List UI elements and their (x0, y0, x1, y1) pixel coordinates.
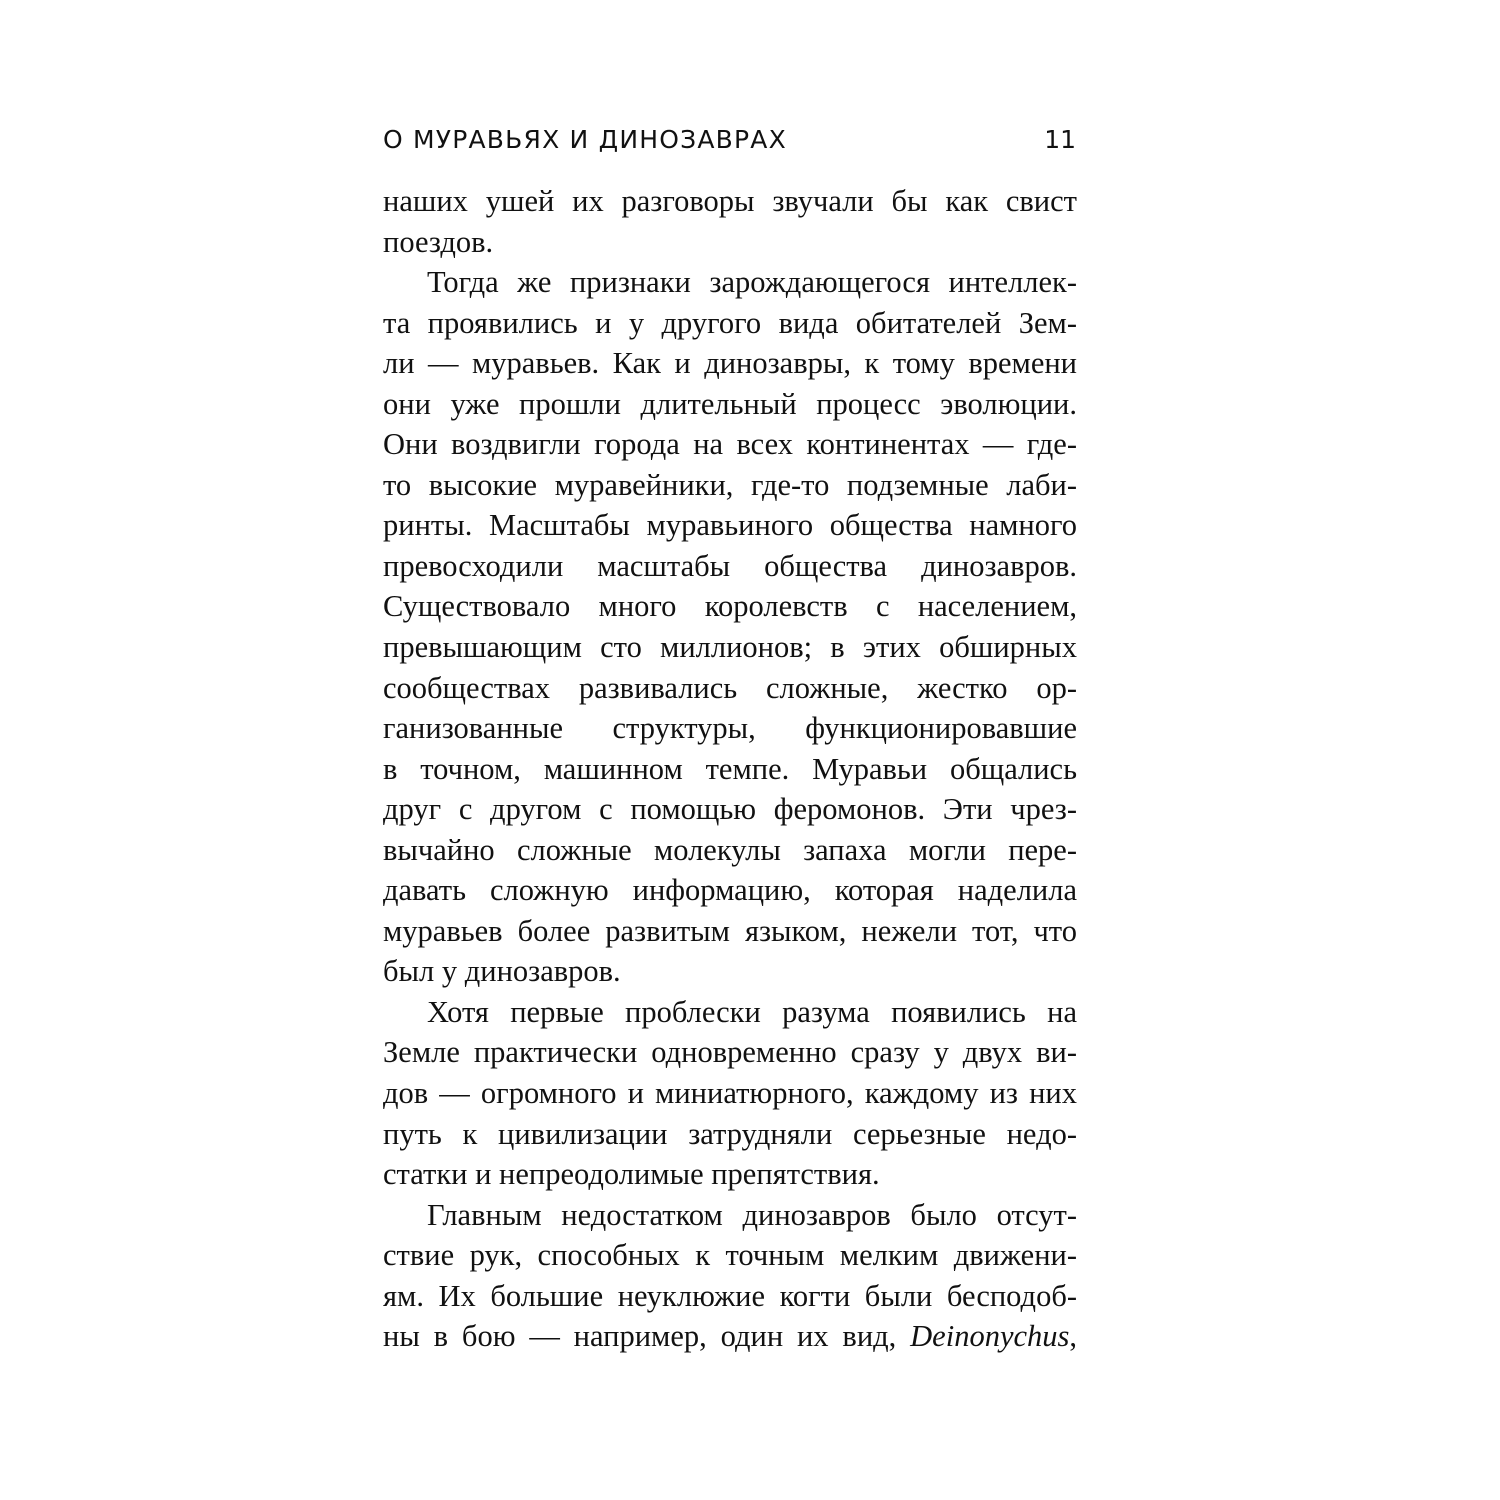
text-line: вычайно сложные молекулы запаха могли пере- (383, 832, 1077, 867)
text-line: Земле практически одновременно сразу у двух ви- (383, 1035, 1077, 1070)
text-line: Существовало много королевств с населением, (383, 589, 1077, 624)
text-line: Они воздвигли города на всех континентах — где- (383, 427, 1077, 462)
running-title: О МУРАВЬЯХ И ДИНОЗАВРАХ (383, 125, 787, 154)
text-span: ны в бою — например, один их вид, (383, 1319, 897, 1354)
text-line: превосходили масштабы общества динозавров. (383, 548, 1077, 583)
punctuation: , (1069, 1319, 1078, 1354)
paragraph-start-line: Главным недостатком динозавров было отсут- (427, 1197, 1077, 1232)
text-line: в точном, машинном темпе. Муравьи общались (383, 751, 1077, 786)
text-line: сообществах развивались сложные, жестко ор- (383, 670, 1077, 705)
text-line: наших ушей их разговоры звучали бы как свист (383, 184, 1077, 218)
text-line: дов — огромного и миниатюрного, каждому из них (383, 1076, 1077, 1111)
text-line: поездов. (383, 224, 494, 259)
text-line: ям. Их большие неуклюжие когти были бесподоб- (383, 1278, 1077, 1313)
text-line-with-italic (383, 1316, 1077, 1357)
text-line: давать сложную информацию, которая наделила (383, 873, 1077, 908)
text-line: превышающим сто миллионов; в этих обширных (383, 630, 1077, 665)
paragraph-start-line: Тогда же признаки зарождающегося интеллек- (427, 265, 1077, 300)
text-line: ли — муравьев. Как и динозавры, к тому времени (383, 346, 1077, 381)
text-line: путь к цивилизации затрудняли серьезные недо- (383, 1116, 1077, 1151)
text-line: ринты. Масштабы муравьиного общества намного (383, 508, 1077, 543)
paragraph-start-line: Хотя первые проблески разума появились на (427, 994, 1077, 1029)
text-line: муравьев более развитым языком, нежели тот, что (383, 913, 1077, 948)
text-line: ствие рук, способных к точным мелким движени- (383, 1238, 1077, 1273)
text-line: был у динозавров. (383, 954, 621, 989)
text-line: то высокие муравейники, где-то подземные лаби- (383, 467, 1077, 502)
text-line: та проявились и у другого вида обитателей Зем- (383, 305, 1077, 340)
text-line: статки и непреодолимые препятствия. (383, 1157, 880, 1192)
page-number: 11 (1044, 125, 1076, 154)
text-line: друг с другом с помощью феромонов. Эти чрез- (383, 792, 1077, 827)
text-line: они уже прошли длительный процесс эволюции. (383, 386, 1077, 421)
italic-term: Deinonychus (910, 1319, 1070, 1354)
body-text (383, 181, 1077, 1357)
text-line: ганизованные структуры, функционировавшие (383, 711, 1077, 746)
